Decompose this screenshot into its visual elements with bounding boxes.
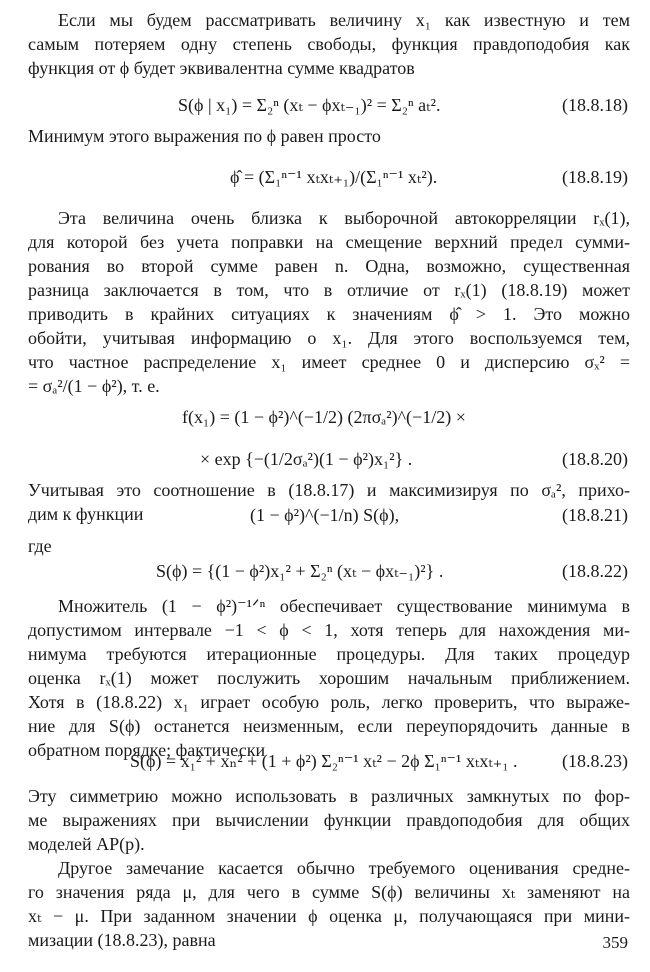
equation-number: (18.8.18): [562, 95, 628, 115]
text-line: Хотя в (18.8.22) x₁ играет особую роль, легко проверить, что выраже-: [28, 692, 630, 712]
page-number: 359: [602, 933, 628, 952]
equation-number: (18.8.23): [562, 751, 628, 771]
equation-number: (18.8.19): [562, 167, 628, 187]
text-line: нимума требуются итерационные процедуры. Для таких процедур: [28, 644, 630, 664]
equation-18-8-21: (1 − ϕ²)^(−1/n) S(ϕ),: [250, 505, 400, 525]
equation-18-8-22: S(ϕ) = {(1 − ϕ²)x₁² + Σ₂ⁿ (xₜ − ϕxₜ₋₁)²} .: [156, 561, 444, 581]
text-line: xₜ − μ. При заданном значении ϕ оценка μ, получающаяся при мини-: [28, 906, 630, 926]
text-line: Эта величина очень близка к выборочной автокорреляции rₓ(1),: [58, 208, 630, 228]
equation-18-8-18: S(ϕ | x₁) = Σ₂ⁿ (xₜ − ϕxₜ₋₁)² = Σ₂ⁿ aₜ².: [178, 95, 441, 115]
text-line: приводить в крайних ситуациях к значениям ϕ̂ > 1. Это можно: [28, 304, 630, 324]
text-line: = σₐ²/(1 − ϕ²), т. е.: [28, 376, 160, 396]
text-line: оценка rₓ(1) может послужить хорошим начальным приближением.: [28, 668, 630, 688]
text-line: Другое замечание касается обычно требуемого оценивания средне-: [58, 858, 630, 878]
text-line: допустимом интервале −1 < ϕ < 1, хотя теперь для нахождения ми-: [28, 620, 630, 640]
equation-18-8-20-line-1: f(x₁) = (1 − ϕ²)^(−1/2) (2πσₐ²)^(−1/2) ×: [182, 407, 466, 427]
text-line: дим к функции: [28, 504, 144, 524]
text-line: рования во второй сумме равен n. Одна, возможно, существенная: [28, 256, 630, 276]
text-line: Множитель (1 − ϕ²)⁻¹ᐟⁿ обеспечивает существование минимума в: [58, 596, 630, 616]
equation-18-8-19: ϕ̂ = (Σ₁ⁿ⁻¹ xₜxₜ₊₁)/(Σ₁ⁿ⁻¹ xₜ²).: [230, 167, 438, 187]
text-line: моделей AP(p).: [28, 834, 145, 854]
text-line: Минимум этого выражения по ϕ равен просто: [28, 126, 381, 146]
text-line: ние для S(ϕ) останется неизменным, если переупорядочить данные в: [28, 716, 630, 736]
text-line: Учитывая это соотношение в (18.8.17) и максимизируя по σₐ², прихо-: [28, 480, 630, 500]
text-line: обойти, учитывая информацию о x₁. Для этого воспользуемся тем,: [28, 328, 630, 348]
text-line: го значения ряда μ, для чего в сумме S(ϕ) величины xₜ заменяют на: [28, 882, 630, 902]
text-line: обратном порядке; фактически: [28, 740, 266, 760]
text-line: для которой без учета поправки на смещение верхний предел сумми-: [28, 232, 630, 252]
text-line: Если мы будем рассматривать величину x₁ как известную и тем: [58, 10, 630, 30]
text-line: функция от ϕ будет эквивалентна сумме квадратов: [28, 58, 415, 78]
equation-number: (18.8.21): [562, 505, 628, 525]
equation-18-8-23: S(ϕ) = x₁² + xₙ² + (1 + ϕ²) Σ₂ⁿ⁻¹ xₜ² − 2ϕ Σ₁ⁿ⁻¹ xₜxₜ₊₁ .: [130, 751, 518, 771]
equation-number: (18.8.22): [562, 561, 628, 581]
equation-number: (18.8.20): [562, 449, 628, 469]
text-line: что частное распределение x₁ имеет среднее 0 и дисперсию σₓ² =: [28, 352, 630, 372]
text-line: где: [28, 536, 52, 556]
text-line: разница заключается в том, что в отличие от rₓ(1) (18.8.19) может: [28, 280, 630, 300]
text-line: Эту симметрию можно использовать в различных замкнутых по фор-: [28, 786, 630, 806]
text-line: мизации (18.8.23), равна: [28, 930, 216, 950]
text-line: ме выражениях при вычислении функции правдоподобия для общих: [28, 810, 630, 830]
text-line: самым потеряем одну степень свободы, функция правдоподобия как: [28, 34, 630, 54]
equation-18-8-20-line-2: × exp {−(1/2σₐ²)(1 − ϕ²)x₁²} .: [200, 449, 413, 469]
